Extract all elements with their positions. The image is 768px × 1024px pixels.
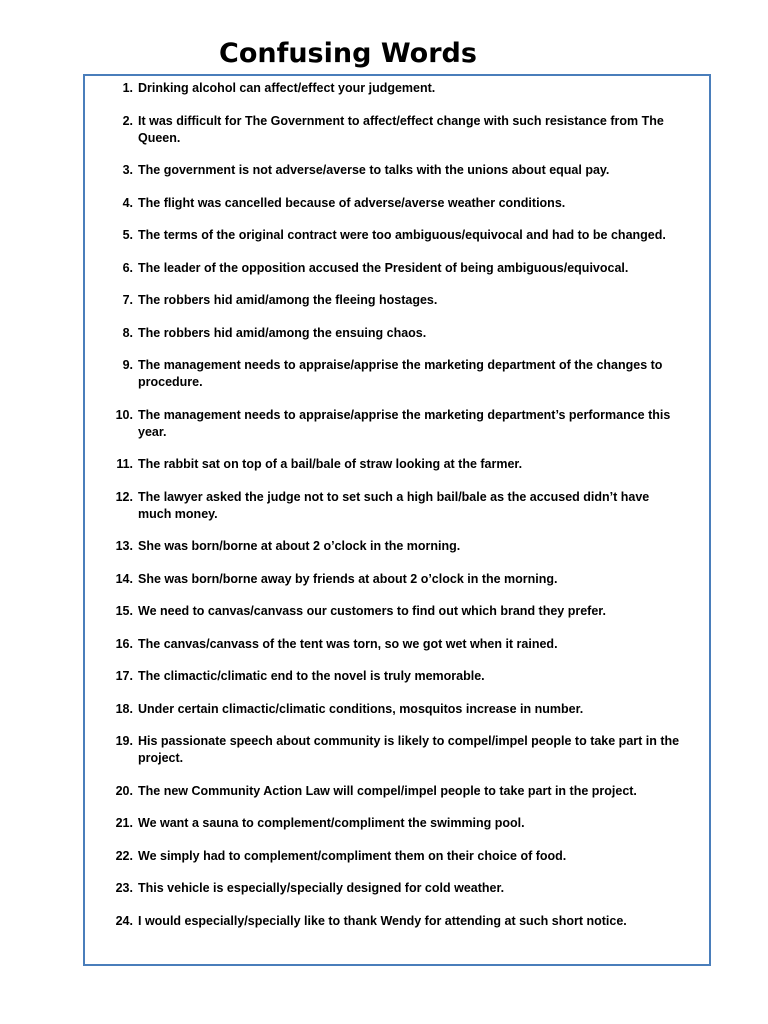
- list-item: [110, 162, 680, 179]
- list-item: [110, 260, 680, 277]
- item-text: The government is not adverse/averse to talks with the unions about equal pay.: [138, 163, 610, 177]
- item-number: 10.: [115, 407, 133, 422]
- item-number: 9.: [122, 358, 133, 372]
- item-text: The leader of the opposition accused the President of being ambiguous/equivocal.: [138, 260, 629, 275]
- item-text: I would especially/specially like to thank Wendy for attending at such short notice.: [138, 913, 627, 928]
- item-text: The rabbit sat on top of a bail/bale of straw looking at the farmer.: [138, 457, 523, 471]
- item-text: We need to canvas/canvass our customers to find out which brand they prefer.: [138, 604, 606, 618]
- item-number: 13.: [115, 539, 133, 553]
- item-text: The robbers hid amid/among the fleeing hostages.: [138, 293, 438, 307]
- list-item: [110, 603, 680, 620]
- item-number: 23.: [115, 881, 133, 895]
- item-text: Under certain climactic/climatic conditions, mosquitos increase in number.: [138, 701, 584, 716]
- item-text: The climactic/climatic end to the novel is truly memorable.: [138, 669, 485, 683]
- item-number: 12.: [115, 489, 133, 504]
- page-title: Confusing Words: [219, 38, 477, 69]
- list-item: [110, 456, 680, 473]
- item-number: 11.: [116, 457, 133, 471]
- list-item: [110, 292, 680, 309]
- item-number: 17.: [115, 669, 133, 683]
- list-item: [110, 783, 680, 800]
- item-number: 15.: [115, 604, 133, 618]
- list-item: [110, 815, 680, 832]
- list-item: [110, 848, 680, 865]
- exercise-list: [110, 80, 680, 945]
- item-text: We simply had to complement/compliment them on their choice of food.: [138, 848, 567, 863]
- list-item: [110, 880, 680, 897]
- list-item: [110, 538, 680, 555]
- item-number: 4.: [122, 195, 133, 210]
- list-item: [110, 407, 680, 441]
- item-number: 18.: [115, 701, 133, 716]
- item-text: The terms of the original contract were too ambiguous/equivocal and had to be changed.: [138, 228, 666, 242]
- list-item: [110, 325, 680, 342]
- item-number: 20.: [115, 783, 133, 798]
- list-item: [110, 357, 680, 391]
- list-item: [110, 80, 680, 97]
- item-text: She was born/borne at about 2 o’clock in the morning.: [138, 539, 461, 553]
- list-item: [110, 489, 680, 523]
- list-item: [110, 668, 680, 685]
- list-item: [110, 571, 680, 588]
- item-number: 5.: [122, 228, 133, 242]
- list-item: [110, 701, 680, 718]
- item-number: 2.: [122, 113, 133, 128]
- item-number: 8.: [122, 325, 133, 340]
- item-text: The flight was cancelled because of adverse/averse weather conditions.: [138, 195, 566, 210]
- item-text: She was born/borne away by friends at about 2 o’clock in the morning.: [138, 571, 558, 586]
- list-item: [110, 636, 680, 653]
- item-number: 3.: [122, 163, 133, 177]
- item-number: 21.: [115, 816, 133, 830]
- item-text: The management needs to appraise/apprise the marketing department’s performance this year.: [138, 407, 671, 439]
- item-number: 24.: [115, 913, 133, 928]
- list-item: [110, 195, 680, 212]
- item-number: 22.: [115, 848, 133, 863]
- item-number: 16.: [115, 636, 133, 651]
- item-text: This vehicle is especially/specially designed for cold weather.: [138, 881, 505, 895]
- list-item: [110, 113, 680, 147]
- list-item: [110, 733, 680, 767]
- item-text: It was difficult for The Government to affect/effect change with such resistance from The Queen.: [138, 113, 664, 145]
- item-text: The lawyer asked the judge not to set such a high bail/bale as the accused didn’t have much money.: [138, 489, 650, 521]
- item-number: 14.: [115, 571, 133, 586]
- item-text: Drinking alcohol can affect/effect your judgement.: [138, 81, 436, 95]
- item-text: The canvas/canvass of the tent was torn, so we got wet when it rained.: [138, 636, 558, 651]
- list-item: [110, 227, 680, 244]
- item-number: 7.: [122, 293, 133, 307]
- item-text: The robbers hid amid/among the ensuing chaos.: [138, 325, 427, 340]
- item-text: The management needs to appraise/apprise the marketing department of the changes to procedure.: [138, 358, 663, 389]
- item-number: 1.: [122, 81, 133, 95]
- item-number: 6.: [122, 260, 133, 275]
- item-number: 19.: [115, 734, 133, 748]
- list-item: [110, 913, 680, 930]
- item-text: His passionate speech about community is likely to compel/impel people to take part in the project.: [138, 734, 680, 765]
- item-text: The new Community Action Law will compel/impel people to take part in the project.: [138, 783, 637, 798]
- item-text: We want a sauna to complement/compliment the swimming pool.: [138, 816, 525, 830]
